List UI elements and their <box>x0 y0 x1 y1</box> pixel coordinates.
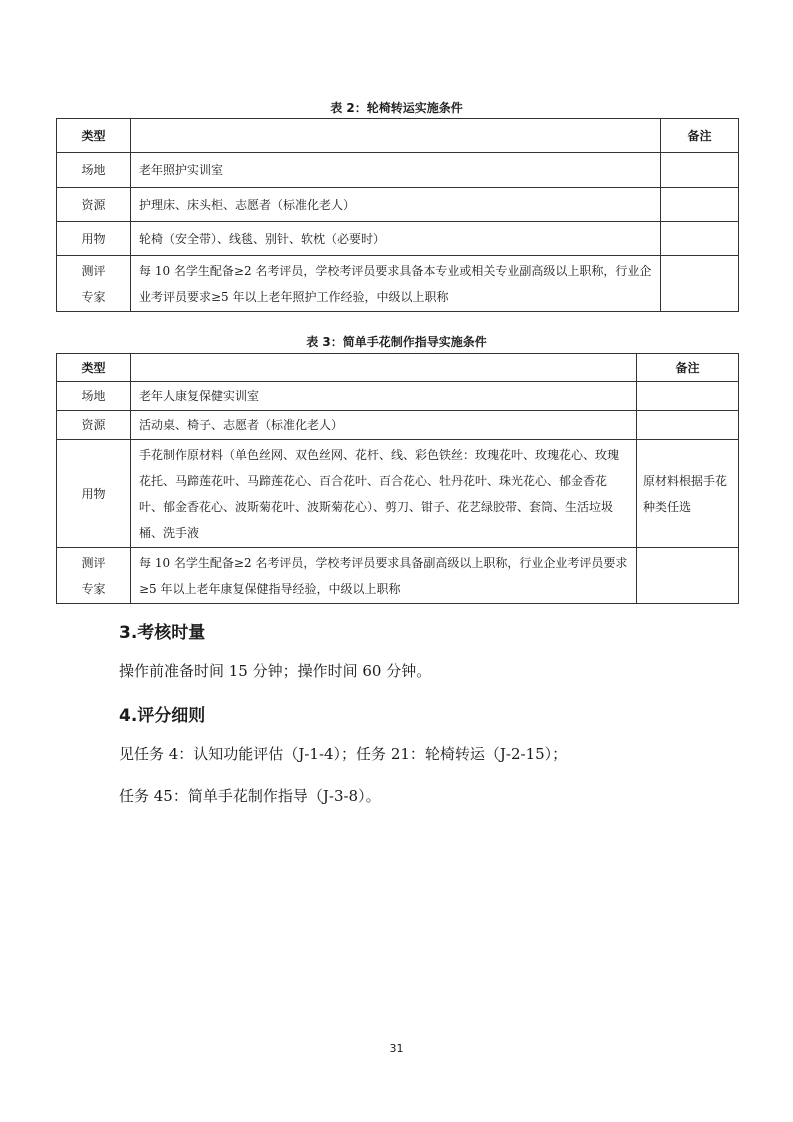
section3-text: 操作前准备时间 15 分钟；操作时间 60 分钟。 <box>119 662 432 680</box>
table-row <box>57 153 739 188</box>
header-note: 备注 <box>661 119 739 153</box>
row-type: 测评专家 <box>57 256 131 312</box>
row-content: 每 10 名学生配备≥2 名考评员，学校考评员要求具备本专业或相关专业副高级以上职称，行业企业考评员要求≥5 年以上老年照护工作经验，中级以上职称 <box>131 256 661 312</box>
table-row <box>57 188 739 222</box>
row-note: 原材料根据手花种类任选 <box>637 440 739 548</box>
row-note <box>661 188 739 222</box>
row-content: 老年人康复保健实训室 <box>131 382 637 411</box>
header-type: 类型 <box>57 119 131 153</box>
section4-line2: 任务 45：简单手花制作指导（J-3-8）。 <box>119 787 381 805</box>
row-note <box>637 382 739 411</box>
row-content: 老年照护实训室 <box>131 153 661 188</box>
row-type: 场地 <box>57 382 131 411</box>
section4-line1: 见任务 4：认知功能评估（J-1-4）；任务 21：轮椅转运（J-2-15）； <box>119 745 568 763</box>
table-row <box>57 440 739 548</box>
table2 <box>56 118 739 312</box>
page-number: 31 <box>389 1042 404 1055</box>
section3-heading: 3.考核时量 <box>119 623 206 643</box>
row-note <box>637 548 739 604</box>
row-type: 场地 <box>57 153 131 188</box>
header-content <box>131 119 661 153</box>
row-type: 用物 <box>57 222 131 256</box>
header-type: 类型 <box>57 354 131 382</box>
row-content: 每 10 名学生配备≥2 名考评员，学校考评员要求具备副高级以上职称，行业企业考评员要求≥5 年以上老年康复保健指导经验，中级以上职称 <box>131 548 637 604</box>
table-row <box>57 222 739 256</box>
row-note <box>661 153 739 188</box>
row-content: 手花制作原材料（单色丝网、双色丝网、花杆、线、彩色铁丝：玫瑰花叶、玫瑰花心、玫瑰花托、马蹄莲花叶、马蹄莲花心、百合花叶、百合花心、牡丹花叶、珠光花心、郁金香花叶、郁金香花心、波斯菊花叶、波斯菊花心）、剪刀、钳子、花艺绿胶带、套筒、生活垃圾桶、洗手液 <box>131 440 637 548</box>
row-content: 护理床、床头柜、志愿者（标准化老人） <box>131 188 661 222</box>
row-note <box>661 222 739 256</box>
row-content: 轮椅（安全带）、线毯、别针、软枕（必要时） <box>131 222 661 256</box>
table-row <box>57 382 739 411</box>
row-type: 测评专家 <box>57 548 131 604</box>
table-row <box>57 411 739 440</box>
table3 <box>56 353 739 604</box>
header-note: 备注 <box>637 354 739 382</box>
row-type: 用物 <box>57 440 131 548</box>
section4-heading: 4.评分细则 <box>119 706 206 726</box>
row-type: 资源 <box>57 411 131 440</box>
table-row <box>57 548 739 604</box>
table2-caption: 表 2：轮椅转运实施条件 <box>330 101 463 115</box>
table-row <box>57 119 739 153</box>
row-content: 活动桌、椅子、志愿者（标准化老人） <box>131 411 637 440</box>
table-row <box>57 256 739 312</box>
header-content <box>131 354 637 382</box>
row-note <box>661 256 739 312</box>
table-row <box>57 354 739 382</box>
row-type: 资源 <box>57 188 131 222</box>
row-note <box>637 411 739 440</box>
table3-caption: 表 3：简单手花制作指导实施条件 <box>306 335 487 349</box>
